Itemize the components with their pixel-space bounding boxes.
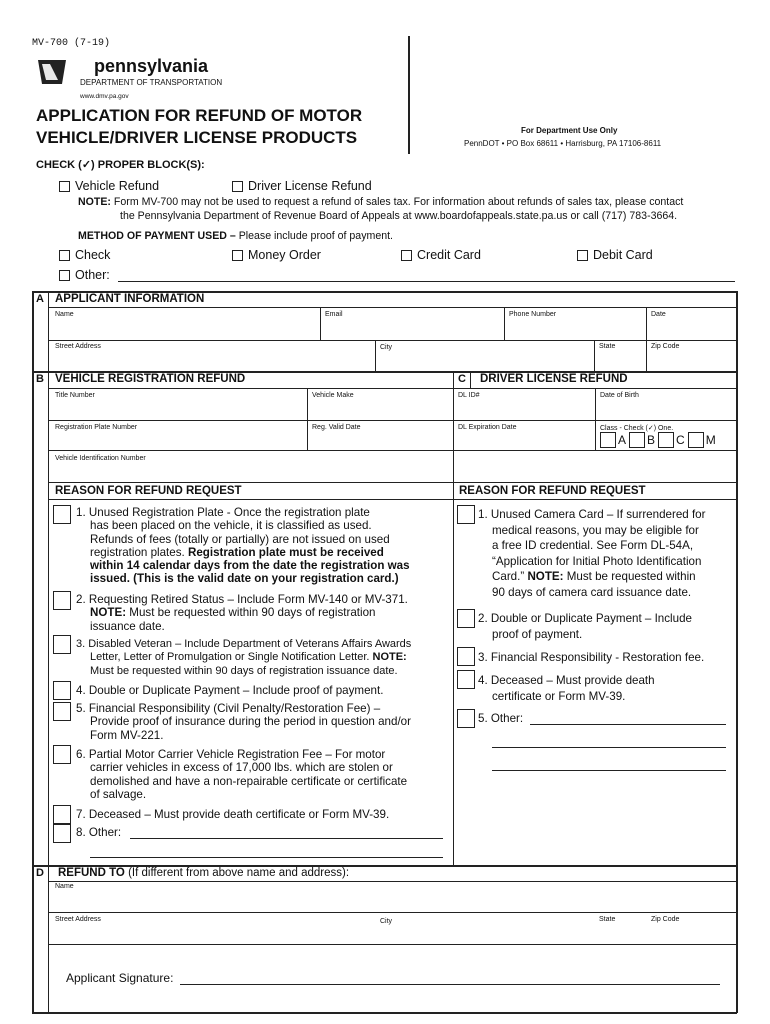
title-number-label: Title Number <box>55 392 95 399</box>
dl-reason-2-checkbox[interactable] <box>457 609 475 628</box>
class-a-checkbox[interactable] <box>600 432 616 448</box>
frame-left <box>32 291 34 1013</box>
note-line-2: the Pennsylvania Department of Revenue Board of Appeals at www.boardofappeals.state.pa.us or call (717) 783-3664. <box>120 210 678 222</box>
b-row-2-top <box>48 420 453 421</box>
payment-credit-card-option[interactable] <box>401 248 481 262</box>
credit-card-label: Credit Card <box>417 248 481 262</box>
dr1-line: a free ID credential. See Form DL-54A, <box>492 539 694 552</box>
vehicle-reason-5-checkbox[interactable] <box>53 702 71 721</box>
vehicle-reason-1 <box>76 506 410 586</box>
a-div-4 <box>375 340 376 372</box>
plate-number-label: Registration Plate Number <box>55 424 138 431</box>
c-row-3-top <box>453 450 737 451</box>
dl-refund-label: Driver License Refund <box>248 179 372 193</box>
refund-name-label: Name <box>55 883 74 890</box>
vr5-line: Form MV-221. <box>90 728 164 742</box>
section-d-heading <box>58 867 349 879</box>
debit-card-checkbox[interactable] <box>577 250 588 261</box>
a-row-2-top <box>48 340 737 341</box>
class-c-checkbox[interactable] <box>658 432 674 448</box>
payment-other-option[interactable] <box>59 268 110 282</box>
section-c-title: DRIVER LICENSE REFUND <box>480 373 628 385</box>
debit-card-label: Debit Card <box>593 248 653 262</box>
vehicle-reason-7: 7. Deceased – Must provide death certificate or Form MV-39. <box>76 808 390 821</box>
vehicle-reason-4-checkbox[interactable] <box>53 681 71 700</box>
applicant-date-label: Date <box>651 311 666 318</box>
vr5-line: 5. Financial Responsibility (Civil Penalty/Restoration Fee) – <box>76 702 381 715</box>
vehicle-refund-checkbox[interactable] <box>59 181 70 192</box>
dl-reason-5: 5. Other: <box>478 712 524 725</box>
check-label: Check <box>75 248 111 262</box>
applicant-email-label: Email <box>325 311 343 318</box>
section-b-letter: B <box>36 373 44 385</box>
dl-reason-4 <box>478 673 655 705</box>
dl-reason-4-checkbox[interactable] <box>457 670 475 689</box>
c-div-1 <box>595 388 596 450</box>
class-a-label: A <box>618 433 627 447</box>
dl-id-label: DL ID# <box>458 392 480 399</box>
applicant-phone-label: Phone Number <box>509 311 557 318</box>
other-payment-label: Other: <box>75 268 110 282</box>
vr6-line: of salvage. <box>90 787 147 801</box>
dr2-line: 2. Double or Duplicate Payment – Include <box>478 612 692 625</box>
payment-heading-label: METHOD OF PAYMENT USED – <box>78 230 236 242</box>
d-row-2-top <box>48 912 737 913</box>
applicant-name-label: Name <box>55 311 74 318</box>
check-heading: CHECK (✓) PROPER BLOCK(S): <box>36 159 205 171</box>
credit-card-checkbox[interactable] <box>401 250 412 261</box>
penndot-logo <box>34 56 264 106</box>
vr6-line: 6. Partial Motor Carrier Vehicle Registration Fee – For motor <box>76 748 386 761</box>
vr1-line: registration plates. <box>90 545 188 559</box>
vehicle-reason-6 <box>76 748 407 801</box>
d-row-1-top <box>48 881 737 882</box>
dl-exp-label: DL Expiration Date <box>458 424 517 431</box>
payment-check-option[interactable] <box>59 248 110 262</box>
vehicle-other-line-1[interactable] <box>130 838 443 839</box>
dr4-line: certificate or Form MV-39. <box>492 690 626 703</box>
c-letter-divider <box>470 371 471 388</box>
title-line-1: APPLICATION FOR REFUND OF MOTOR <box>36 106 363 125</box>
class-m-label: M <box>705 433 716 447</box>
section-d-sub: (If different from above name and address): <box>128 867 350 879</box>
dept-use-address: PennDOT • PO Box 68611 • Harrisburg, PA 17106-8611 <box>464 139 662 148</box>
vehicle-refund-label: Vehicle Refund <box>75 179 160 193</box>
logo-dept: DEPARTMENT OF TRANSPORTATION <box>80 78 223 87</box>
section-c-letter: C <box>458 373 466 385</box>
reason-header-bottom <box>48 499 737 500</box>
vehicle-reason-2-checkbox[interactable] <box>53 591 71 610</box>
note-label: NOTE: <box>78 196 111 208</box>
class-checkboxes <box>600 432 716 448</box>
payment-heading-sub: Please include proof of payment. <box>238 230 393 242</box>
dl-reason-2 <box>478 611 692 643</box>
dr4-line: 4. Deceased – Must provide death <box>478 674 655 687</box>
money-order-checkbox[interactable] <box>232 250 243 261</box>
other-payment-checkbox[interactable] <box>59 270 70 281</box>
keystone-logo-icon <box>36 56 70 86</box>
vr1-line: Refunds of fees (totally or partially) are not issued on used <box>90 532 390 546</box>
c-row-2-top <box>453 420 737 421</box>
vr2-note: NOTE: <box>90 606 127 620</box>
signature-label: Applicant Signature: <box>66 971 174 985</box>
dl-reason-3-checkbox[interactable] <box>457 647 475 666</box>
note-line-1: Form MV-700 may not be used to request a refund of sales tax. For information about refunds of sales tax, please contact <box>113 196 684 208</box>
a-div-5 <box>594 340 595 372</box>
payment-money-order-option[interactable] <box>232 248 321 262</box>
dr1-line: Must be requested within <box>563 570 696 583</box>
dr2-line: proof of payment. <box>492 628 583 641</box>
dr1-line: “Application for Initial Photo Identification <box>492 554 702 568</box>
dl-reason-5-checkbox[interactable] <box>457 709 475 728</box>
letter-column-divider <box>48 291 49 1013</box>
vr5-line: Provide proof of insurance during the period in question and/or <box>90 715 411 729</box>
header-divider <box>408 36 410 154</box>
class-c-label: C <box>676 433 685 447</box>
vehicle-reason-5 <box>76 702 411 742</box>
vr3-line: Must be requested within 90 days of registration issuance date. <box>90 664 398 677</box>
applicant-state-label: State <box>599 343 616 350</box>
frame-right <box>736 291 738 1013</box>
d-row-3-top <box>48 944 737 945</box>
bc-header-bottom <box>48 388 737 389</box>
applicant-city-label: City <box>380 344 393 351</box>
vehicle-reason-3-checkbox[interactable] <box>53 635 71 654</box>
dl-other-line-1[interactable] <box>530 724 726 725</box>
logo-name: pennsylvania <box>94 56 209 76</box>
vr3-line: Letter, Letter of Promulgation or Single Notification Letter. <box>90 651 373 664</box>
refund-state-label: State <box>599 916 616 923</box>
vehicle-reason-3 <box>76 638 411 678</box>
dr1-note: NOTE: <box>527 570 564 583</box>
dl-refund-option[interactable] <box>232 179 372 193</box>
title-line-2: VEHICLE/DRIVER LICENSE PRODUCTS <box>36 128 358 147</box>
payment-debit-card-option[interactable] <box>577 248 653 262</box>
vr1-bold: issued. (This is the valid date on your registration card.) <box>90 572 399 586</box>
vr2-line: Must be requested within 90 days of registration <box>126 606 376 620</box>
vehicle-make-label: Vehicle Make <box>312 392 354 399</box>
vehicle-reason-6-checkbox[interactable] <box>53 745 71 764</box>
vehicle-refund-option[interactable] <box>59 179 159 193</box>
vr1-line: has been placed on the vehicle, it is classified as used. <box>90 519 372 533</box>
class-label: Class - Check (✓) One. <box>600 425 674 432</box>
vr1-bold: within 14 calendar days from the date the registration was <box>90 559 410 573</box>
dept-use-label: For Department Use Only <box>521 126 618 135</box>
other-payment-line[interactable] <box>118 281 735 282</box>
check-checkbox[interactable] <box>59 250 70 261</box>
note-block <box>78 195 683 223</box>
bc-column-divider <box>453 371 454 866</box>
money-order-label: Money Order <box>248 248 321 262</box>
reason-header-top <box>48 482 737 483</box>
vehicle-reason-1-checkbox[interactable] <box>53 505 71 524</box>
refund-city-label: City <box>380 918 393 925</box>
reg-valid-date-label: Reg. Valid Date <box>312 424 361 431</box>
frame-bottom <box>32 1012 737 1014</box>
applicant-street-label: Street Address <box>55 343 101 350</box>
dl-other-line-2[interactable] <box>492 747 726 748</box>
refund-street-label: Street Address <box>55 916 101 923</box>
vr3-note: NOTE: <box>372 651 407 664</box>
dl-other-line-3[interactable] <box>492 770 726 771</box>
class-m-checkbox[interactable] <box>688 432 704 448</box>
vehicle-other-line-2[interactable] <box>90 857 443 858</box>
logo-url: www.dmv.pa.gov <box>80 93 129 100</box>
section-d-title: REFUND TO <box>58 867 125 879</box>
section-a-letter: A <box>36 293 44 305</box>
vehicle-reason-heading: REASON FOR REFUND REQUEST <box>55 485 242 497</box>
vehicle-reason-8-checkbox[interactable] <box>53 824 71 843</box>
dr1-line: medical reasons, you may be eligible for <box>492 523 699 537</box>
class-b-label: B <box>647 433 656 447</box>
vin-label: Vehicle Identification Number <box>55 455 146 462</box>
dob-label: Date of Birth <box>600 392 639 399</box>
dl-reason-3: 3. Financial Responsibility - Restoration fee. <box>478 651 705 664</box>
dl-reason-heading: REASON FOR REFUND REQUEST <box>459 485 646 497</box>
section-a-title: APPLICANT INFORMATION <box>55 293 205 305</box>
dl-refund-checkbox[interactable] <box>232 181 243 192</box>
refund-zip-label: Zip Code <box>651 916 680 923</box>
applicant-zip-label: Zip Code <box>651 343 680 350</box>
dr1-line: Card.” <box>492 570 528 583</box>
dl-reason-1 <box>478 507 705 600</box>
vr6-line: demolished and have a non-repairable certificate or certificate <box>90 774 408 788</box>
vr2-line: issuance date. <box>90 619 165 633</box>
signature-line[interactable] <box>180 984 720 985</box>
dr1-line: 90 days of camera card issuance date. <box>492 585 692 599</box>
vehicle-reason-4: 4. Double or Duplicate Payment – Include proof of payment. <box>76 684 384 697</box>
applicant-name-field[interactable] <box>50 308 320 340</box>
section-d-letter: D <box>36 867 44 879</box>
payment-heading <box>78 230 393 242</box>
vr1-bold: Registration plate must be received <box>187 545 384 559</box>
vr2-line: 2. Requesting Retired Status – Include Form MV-140 or MV-371. <box>76 593 408 606</box>
b-div-1 <box>307 388 308 450</box>
form-number: MV-700 (7-19) <box>32 38 111 49</box>
class-b-checkbox[interactable] <box>629 432 645 448</box>
a-div-2 <box>504 307 505 340</box>
a-div-1 <box>320 307 321 340</box>
vr3-line: 3. Disabled Veteran – Include Department of Veterans Affairs Awards <box>76 638 412 650</box>
vr1-line: 1. Unused Registration Plate - Once the registration plate <box>76 506 370 519</box>
vehicle-reason-8: 8. Other: <box>76 826 122 839</box>
a-div-3 <box>646 307 647 340</box>
b-row-3-top <box>48 450 453 451</box>
a-div-6 <box>646 340 647 372</box>
dr1-line: 1. Unused Camera Card – If surrendered for <box>478 508 706 521</box>
vr6-line: carrier vehicles in excess of 17,000 lbs. which are stolen or <box>90 761 393 775</box>
vehicle-reason-7-checkbox[interactable] <box>53 805 71 824</box>
section-b-title: VEHICLE REGISTRATION REFUND <box>55 373 246 385</box>
dl-reason-1-checkbox[interactable] <box>457 505 475 524</box>
vehicle-reason-2 <box>76 593 408 633</box>
